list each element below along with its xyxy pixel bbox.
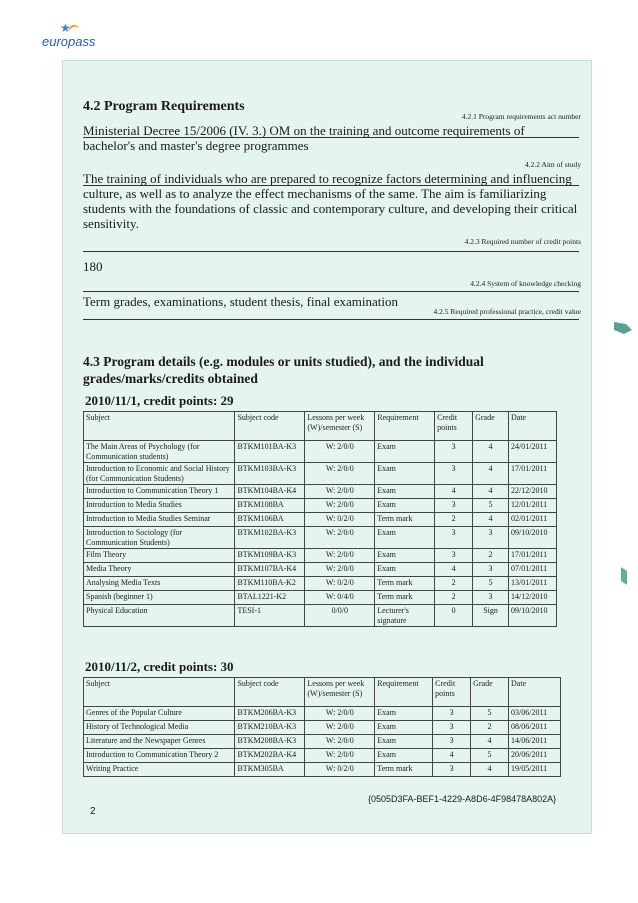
cell-credit: 3: [433, 707, 471, 721]
cell-date: 13/01/2011: [509, 577, 557, 591]
cell-requirement: Term mark: [375, 513, 435, 527]
cell-code: BTKM103BA-K3: [235, 463, 305, 485]
cell-grade: 4: [471, 735, 509, 749]
cell-credit: 2: [435, 591, 473, 605]
document-id: {0505D3FA-BEF1-4229-A8D6-4F98478A802A}: [368, 794, 557, 804]
cell-requirement: Exam: [375, 549, 435, 563]
cell-code: BTKM102BA-K3: [235, 527, 305, 549]
cell-subject: Literature and the Newspaper Genres: [84, 735, 235, 749]
cell-date: 09/10/2010: [509, 527, 557, 549]
page-number: 2: [90, 806, 96, 817]
table-row: [84, 591, 557, 605]
cell-lessons: W: 2/0/0: [305, 721, 375, 735]
term2-title: 2010/11/2, credit points: 30: [85, 659, 234, 674]
cell-credit: 3: [435, 527, 473, 549]
cell-requirement: Exam: [375, 527, 435, 549]
cell-grade: 2: [473, 549, 509, 563]
cell-lessons: 0/0/0: [305, 605, 375, 627]
europass-logo: [42, 22, 112, 50]
table-row: [84, 499, 557, 513]
col-requirement: Requirement: [375, 412, 435, 441]
cell-requirement: Term mark: [375, 591, 435, 605]
cell-lessons: W: 2/0/0: [305, 563, 375, 577]
col-lessons: Lessons per week (W)/semester (S): [305, 412, 375, 441]
cell-lessons: W: 0/2/0: [305, 577, 375, 591]
cell-subject: The Main Areas of Psychology (for Communication students): [84, 441, 235, 463]
cell-credit: 2: [435, 513, 473, 527]
cell-credit: 3: [435, 463, 473, 485]
knowledge-check-label: 4.2.4 System of knowledge checking: [470, 279, 581, 288]
rule: [83, 137, 579, 138]
table-row: [84, 707, 561, 721]
table-row: [84, 563, 557, 577]
col-credit: Credit points: [435, 412, 473, 441]
cell-requirement: Exam: [375, 499, 435, 513]
cell-date: 17/01/2011: [509, 549, 557, 563]
cell-date: 02/01/2011: [509, 513, 557, 527]
cell-grade: 4: [473, 513, 509, 527]
cell-credit: 4: [435, 563, 473, 577]
col-credit: Credit points: [433, 678, 471, 707]
table-row: [84, 513, 557, 527]
cell-subject: Introduction to Media Studies: [84, 499, 235, 513]
cell-grade: 5: [471, 707, 509, 721]
cell-credit: 4: [435, 485, 473, 499]
cell-lessons: W: 2/0/0: [305, 527, 375, 549]
cell-date: 17/01/2011: [509, 463, 557, 485]
cell-credit: 3: [433, 735, 471, 749]
cell-credit: 0: [435, 605, 473, 627]
cell-code: BTAL1221-K2: [235, 591, 305, 605]
cell-code: BTKM101BA-K3: [235, 441, 305, 463]
cell-requirement: Exam: [375, 563, 435, 577]
cell-subject: Writing Practice: [84, 763, 235, 777]
cell-subject: Introduction to Communication Theory 2: [84, 749, 235, 763]
cell-code: BTKM208BA-K3: [235, 735, 305, 749]
cell-subject: Film Theory: [84, 549, 235, 563]
cell-credit: 3: [433, 763, 471, 777]
binder-clip-icon: [620, 565, 628, 587]
cell-grade: 5: [473, 577, 509, 591]
cell-grade: 4: [473, 485, 509, 499]
col-lessons: Lessons per week (W)/semester (S): [305, 678, 375, 707]
cell-code: BTKM206BA-K3: [235, 707, 305, 721]
cell-lessons: W: 2/0/0: [305, 485, 375, 499]
cell-date: 08/06/2011: [509, 721, 561, 735]
col-code: Subject code: [235, 412, 305, 441]
cell-credit: 3: [433, 721, 471, 735]
cell-date: 19/05/2011: [509, 763, 561, 777]
cell-grade: 3: [473, 563, 509, 577]
logo-text: europass: [42, 34, 96, 49]
rule: [83, 319, 579, 320]
table-row: [84, 605, 557, 627]
term1-table: [83, 411, 557, 627]
rule: [83, 251, 579, 252]
cell-code: BTKM110BA-K2: [235, 577, 305, 591]
cell-subject: Introduction to Economic and Social History (for Communication Students): [84, 463, 235, 485]
cell-requirement: Exam: [375, 485, 435, 499]
rule: [83, 291, 579, 292]
cell-lessons: W: 2/0/0: [305, 735, 375, 749]
cell-grade: 5: [473, 499, 509, 513]
cell-date: 03/06/2011: [509, 707, 561, 721]
cell-code: BTKM107BA-K4: [235, 563, 305, 577]
cell-subject: History of Technological Media: [84, 721, 235, 735]
cell-grade: 3: [473, 527, 509, 549]
practice-label: 4.2.5 Required professional practice, credit value: [433, 307, 581, 316]
cell-code: BTKM108BA: [235, 499, 305, 513]
cell-grade: 5: [471, 749, 509, 763]
cell-grade: 4: [471, 763, 509, 777]
cell-subject: Genres of the Popular Culture: [84, 707, 235, 721]
req-act-value: Ministerial Decree 15/2006 (IV. 3.) OM on the training and outcome requirements of bachelor's and master's degree programmes: [83, 123, 525, 153]
table-header-row: [84, 678, 561, 707]
req-act-label: 4.2.1 Program requirements act number: [461, 112, 581, 121]
cell-date: 09/10/2010: [509, 605, 557, 627]
cell-date: 24/01/2011: [509, 441, 557, 463]
cell-credit: 3: [435, 499, 473, 513]
cell-subject: Media Theory: [84, 563, 235, 577]
cell-subject: Introduction to Media Studies Seminar: [84, 513, 235, 527]
cell-subject: Analysing Media Texts: [84, 577, 235, 591]
table-row: [84, 735, 561, 749]
rule: [83, 185, 579, 186]
cell-lessons: W: 2/0/0: [305, 499, 375, 513]
table-row: [84, 463, 557, 485]
cell-date: 14/12/2010: [509, 591, 557, 605]
cell-lessons: W: 0/2/0: [305, 763, 375, 777]
cell-credit: 2: [435, 577, 473, 591]
term1-title: 2010/11/1, credit points: 29: [85, 393, 234, 408]
table-row: [84, 577, 557, 591]
cell-subject: Physical Education: [84, 605, 235, 627]
table-row: [84, 549, 557, 563]
knowledge-check-value: Term grades, examinations, student thesis, final examination: [83, 294, 398, 309]
cell-lessons: W: 2/0/0: [305, 549, 375, 563]
cell-lessons: W: 2/0/0: [305, 441, 375, 463]
cell-subject: Introduction to Communication Theory 1: [84, 485, 235, 499]
credit-points-label: 4.2.3 Required number of credit points: [464, 237, 581, 246]
cell-lessons: W: 2/0/0: [305, 707, 375, 721]
cell-subject: Introduction to Sociology (for Communication Students): [84, 527, 235, 549]
cell-lessons: W: 2/0/0: [305, 749, 375, 763]
cell-subject: Spanish (beginner 1): [84, 591, 235, 605]
col-subject: Subject: [84, 412, 235, 441]
cell-code: BTKM109BA-K3: [235, 549, 305, 563]
cell-code: TESI-1: [235, 605, 305, 627]
cell-requirement: Exam: [375, 441, 435, 463]
cell-requirement: Term mark: [375, 577, 435, 591]
col-grade: Grade: [473, 412, 509, 441]
cell-credit: 3: [435, 549, 473, 563]
table-row: [84, 485, 557, 499]
cell-date: 12/01/2011: [509, 499, 557, 513]
cell-lessons: W: 0/4/0: [305, 591, 375, 605]
cell-code: BTKM106BA: [235, 513, 305, 527]
cell-code: BTKM210BA-K3: [235, 721, 305, 735]
cell-grade: 2: [471, 721, 509, 735]
table-row: [84, 763, 561, 777]
cell-credit: 4: [433, 749, 471, 763]
col-date: Date: [509, 412, 557, 441]
aim-label: 4.2.2 Aim of study: [524, 160, 581, 169]
cell-date: 22/12/2010: [509, 485, 557, 499]
document-page: [62, 60, 592, 834]
credit-points-value: 180: [83, 259, 103, 274]
program-requirements-heading: 4.2 Program Requirements: [83, 99, 245, 114]
table-row: [84, 527, 557, 549]
table-row: [84, 441, 557, 463]
cell-lessons: W: 0/2/0: [305, 513, 375, 527]
cell-grade: 3: [473, 591, 509, 605]
table-row: [84, 749, 561, 763]
cell-requirement: Exam: [375, 707, 433, 721]
aim-value: The training of individuals who are prepared to recognize factors determining and influencing culture, as well as to analyze the effect mechanisms of the same. The aim is familiarizing students with the foundations of classic and contemporary culture, and developing their critical sensitivity.: [83, 171, 578, 231]
cell-requirement: Exam: [375, 749, 433, 763]
stars-icon: ★: [60, 21, 71, 35]
program-details-heading: 4.3 Program details (e.g. modules or units studied), and the individual grades/marks/credits obtained: [83, 354, 484, 386]
col-grade: Grade: [471, 678, 509, 707]
col-requirement: Requirement: [375, 678, 433, 707]
cell-requirement: Exam: [375, 463, 435, 485]
binder-clip-icon: [612, 318, 634, 338]
col-date: Date: [509, 678, 561, 707]
cell-credit: 3: [435, 441, 473, 463]
cell-code: BTKM104BA-K4: [235, 485, 305, 499]
table-header-row: [84, 412, 557, 441]
cell-requirement: Term mark: [375, 763, 433, 777]
cell-date: 14/06/2011: [509, 735, 561, 749]
cell-grade: Sign: [473, 605, 509, 627]
cell-lessons: W: 2/0/0: [305, 463, 375, 485]
term2-table: [83, 677, 561, 777]
col-code: Subject code: [235, 678, 305, 707]
cell-code: BTKM202BA-K4: [235, 749, 305, 763]
table-row: [84, 721, 561, 735]
cell-date: 07/01/2011: [509, 563, 557, 577]
cell-requirement: Exam: [375, 721, 433, 735]
cell-date: 20/06/2011: [509, 749, 561, 763]
cell-grade: 4: [473, 441, 509, 463]
cell-grade: 4: [473, 463, 509, 485]
cell-requirement: Exam: [375, 735, 433, 749]
cell-code: BTKM305BA: [235, 763, 305, 777]
col-subject: Subject: [84, 678, 235, 707]
cell-requirement: Lecturer's signature: [375, 605, 435, 627]
